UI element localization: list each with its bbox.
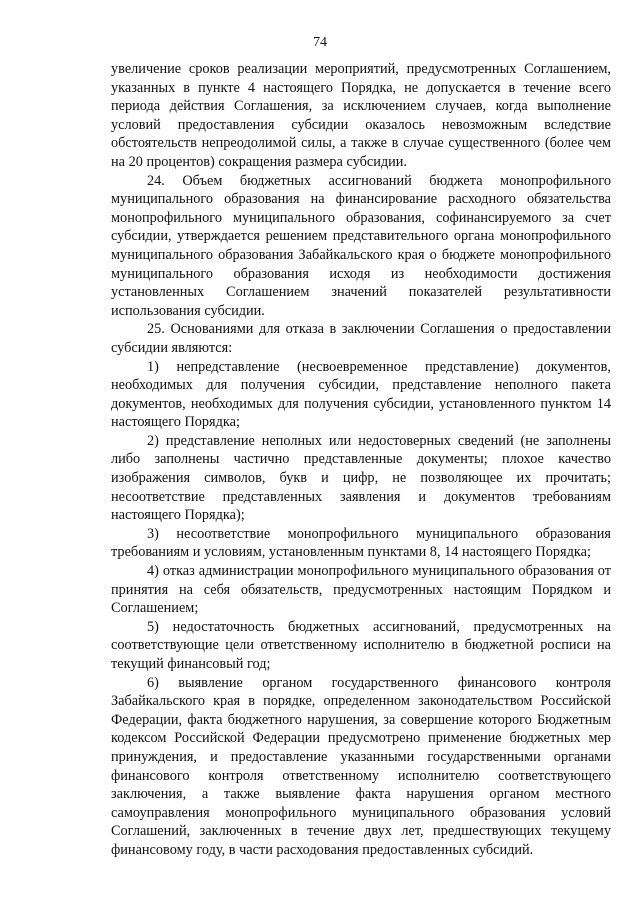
list-item-6: 6) выявление органом государственного финансового контроля Забайкальского края в порядке, определенном законодательством Российской Федерации, факта бюджетного нарушения, за совершение которого Бюджетным кодексом Российской Федерации предусмотрено применение бюджетных мер принуждения, и предоставление указанными государственными органами финансового контроля ответственному исполнителю соответствующего заключения, а также выявление факта нарушения органом местного самоуправления монопрофильного муниципального образования условий Соглашений, заключенных в течение двух лет, предшествующих текущему финансовому году, в части расходования предоставленных субсидий. bbox=[111, 674, 611, 858]
paragraph-24: 24. Объем бюджетных ассигнований бюджета монопрофильного муниципального образования на финансирование расходного обязательства монопрофильного муниципального образования, софинансируемого за счет субсидии, утверждается решением представительного органа монопрофильного муниципального образования Забайкальского края о бюджете монопрофильного муниципального образования исходя из необходимости достижения установленных Соглашением значений показателей результативности использования субсидии. bbox=[111, 172, 611, 319]
list-item-3: 3) несоответствие монопрофильного муниципального образования требованиям и условиям, установленным пунктами 8, 14 настоящего Порядка; bbox=[111, 525, 611, 561]
list-item-5: 5) недостаточность бюджетных ассигнований, предусмотренных на соответствующие цели ответственному исполнителю в бюджетной росписи на текущий финансовый год; bbox=[111, 618, 611, 672]
paragraph-continuation: увеличение сроков реализации мероприятий, предусмотренных Соглашением, указанных в пункте 4 настоящего Порядка, не допускается в течение всего периода действия Соглашения, за исключением случаев, когда выполнение условий предоставления субсидии оказалось невозможным вследствие обстоятельств непреодолимой силы, а также в случае существенного (более чем на 20 процентов) сокращения размера субсидии. bbox=[111, 61, 611, 170]
list-item-4: 4) отказ администрации монопрофильного муниципального образования от принятия на себя обязательств, предусмотренных настоящим Порядком и Соглашением; bbox=[111, 563, 611, 617]
page-number: 74 bbox=[313, 35, 327, 50]
list-item-1: 1) непредставление (несвоевременное представление) документов, необходимых для получения субсидии, представление неполного пакета документов, необходимых для получения субсидии, установленного пунктом 14 настоящего Порядка; bbox=[111, 358, 611, 431]
paragraph-25: 25. Основаниями для отказа в заключении Соглашения о предоставлении субсидии являются: bbox=[111, 321, 611, 356]
list-item-2: 2) представление неполных или недостоверных сведений (не заполнены либо заполнены частично представленные документы; плохое качество изображения символов, букв и цифр, не позволяющее их прочитать; несоответствие представленных заявления и документов требованиям настоящего Порядка); bbox=[111, 432, 611, 524]
document-body bbox=[111, 60, 611, 860]
